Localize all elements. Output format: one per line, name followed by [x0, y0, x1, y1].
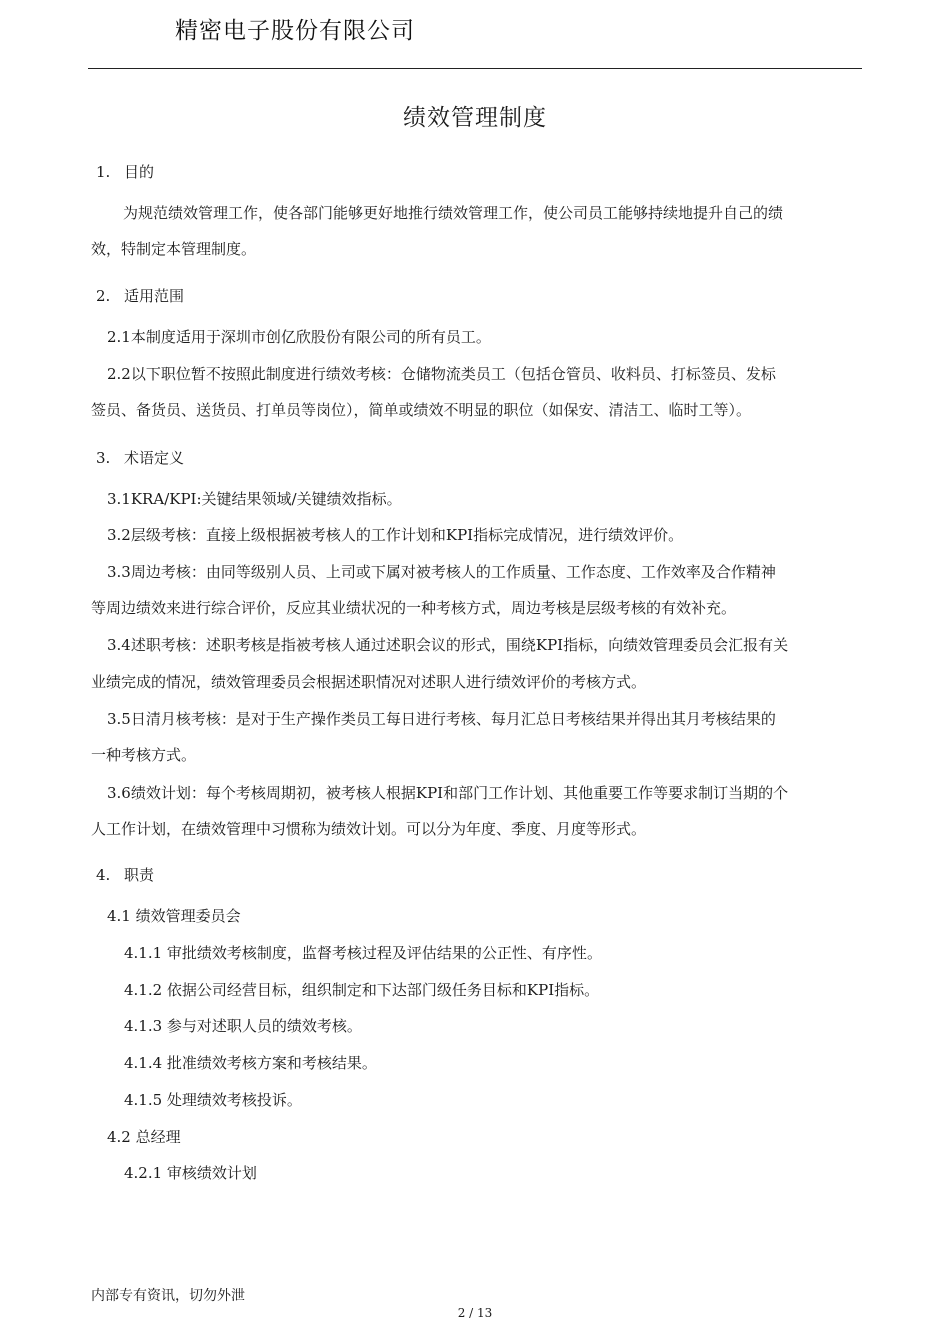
section-number: 4.	[96, 866, 111, 884]
list-item: 4.1.4 批准绩效考核方案和考核结果。	[124, 1054, 377, 1072]
paragraph-line: 3.1KRA/KPI:关键结果领域/关键绩效指标。	[107, 490, 402, 508]
paragraph-line: 人工作计划，在绩效管理中习惯称为绩效计划。可以分为年度、季度、月度等形式。	[91, 820, 647, 838]
page-number: 2 / 13	[457, 1306, 493, 1320]
paragraph-line: 一种考核方式。	[91, 746, 197, 764]
paragraph-line: 等周边绩效来进行综合评价，反应其业绩状况的一种考核方式，周边考核是层级考核的有效补充。	[91, 599, 737, 617]
paragraph-line: 3.5日清月核考核：是对于生产操作类员工每日进行考核、每月汇总日考核结果并得出其月考核结果的	[107, 710, 776, 728]
paragraph-line: 3.4述职考核：述职考核是指被考核人通过述职会议的形式，围绕KPI指标，向绩效管理委员会汇报有关	[107, 636, 789, 654]
header-divider	[88, 68, 862, 69]
section-number: 2.	[96, 287, 111, 305]
list-item: 4.1.2 依据公司经营目标，组织制定和下达部门级任务目标和KPI指标。	[124, 981, 600, 999]
paragraph-line: 2.2以下职位暂不按照此制度进行绩效考核：仓储物流类员工（包括仓管员、收料员、打标签员、发标	[107, 365, 776, 383]
document-title: 绩效管理制度	[403, 105, 547, 131]
paragraph-line: 3.6绩效计划：每个考核周期初，被考核人根据KPI和部门工作计划、其他重要工作等要求制订当期的个	[107, 784, 789, 802]
section-heading-responsibilities	[96, 865, 154, 885]
section-heading-purpose	[96, 162, 154, 182]
list-item: 4.2.1 审核绩效计划	[124, 1164, 257, 1182]
list-item: 4.1.3 参与对述职人员的绩效考核。	[124, 1017, 362, 1035]
section-title: 职责	[124, 866, 155, 884]
company-name: 精密电子股份有限公司	[175, 18, 415, 44]
paragraph-line: 3.3周边考核：由同等级别人员、上司或下属对被考核人的工作质量、工作态度、工作效率及合作精神	[107, 563, 776, 581]
paragraph-line: 2.1本制度适用于深圳市创亿欣股份有限公司的所有员工。	[107, 328, 491, 346]
subsection-heading: 4.2 总经理	[107, 1128, 181, 1146]
paragraph-line: 效，特制定本管理制度。	[91, 240, 257, 258]
list-item: 4.1.1 审批绩效考核制度，监督考核过程及评估结果的公正性、有序性。	[124, 944, 602, 962]
subsection-heading: 4.1 绩效管理委员会	[107, 907, 241, 925]
confidential-notice: 内部专有资讯，切勿外泄	[91, 1288, 245, 1304]
paragraph-line: 签员、备货员、送货员、打单员等岗位），简单或绩效不明显的职位（如保安、清洁工、临时工等）。	[91, 401, 752, 419]
section-title: 适用范围	[124, 287, 185, 305]
section-number: 1.	[96, 163, 111, 181]
section-heading-scope	[96, 286, 184, 306]
paragraph-line: 为规范绩效管理工作，使各部门能够更好地推行绩效管理工作，使公司员工能够持续地提升自己的绩	[123, 204, 784, 222]
section-heading-definitions	[96, 448, 184, 468]
paragraph-line: 3.2层级考核：直接上级根据被考核人的工作计划和KPI指标完成情况，进行绩效评价。	[107, 526, 684, 544]
section-title: 目的	[124, 163, 155, 181]
list-item: 4.1.5 处理绩效考核投诉。	[124, 1091, 302, 1109]
paragraph-line: 业绩完成的情况，绩效管理委员会根据述职情况对述职人进行绩效评价的考核方式。	[91, 673, 647, 691]
section-title: 术语定义	[124, 449, 185, 467]
section-number: 3.	[96, 449, 111, 467]
